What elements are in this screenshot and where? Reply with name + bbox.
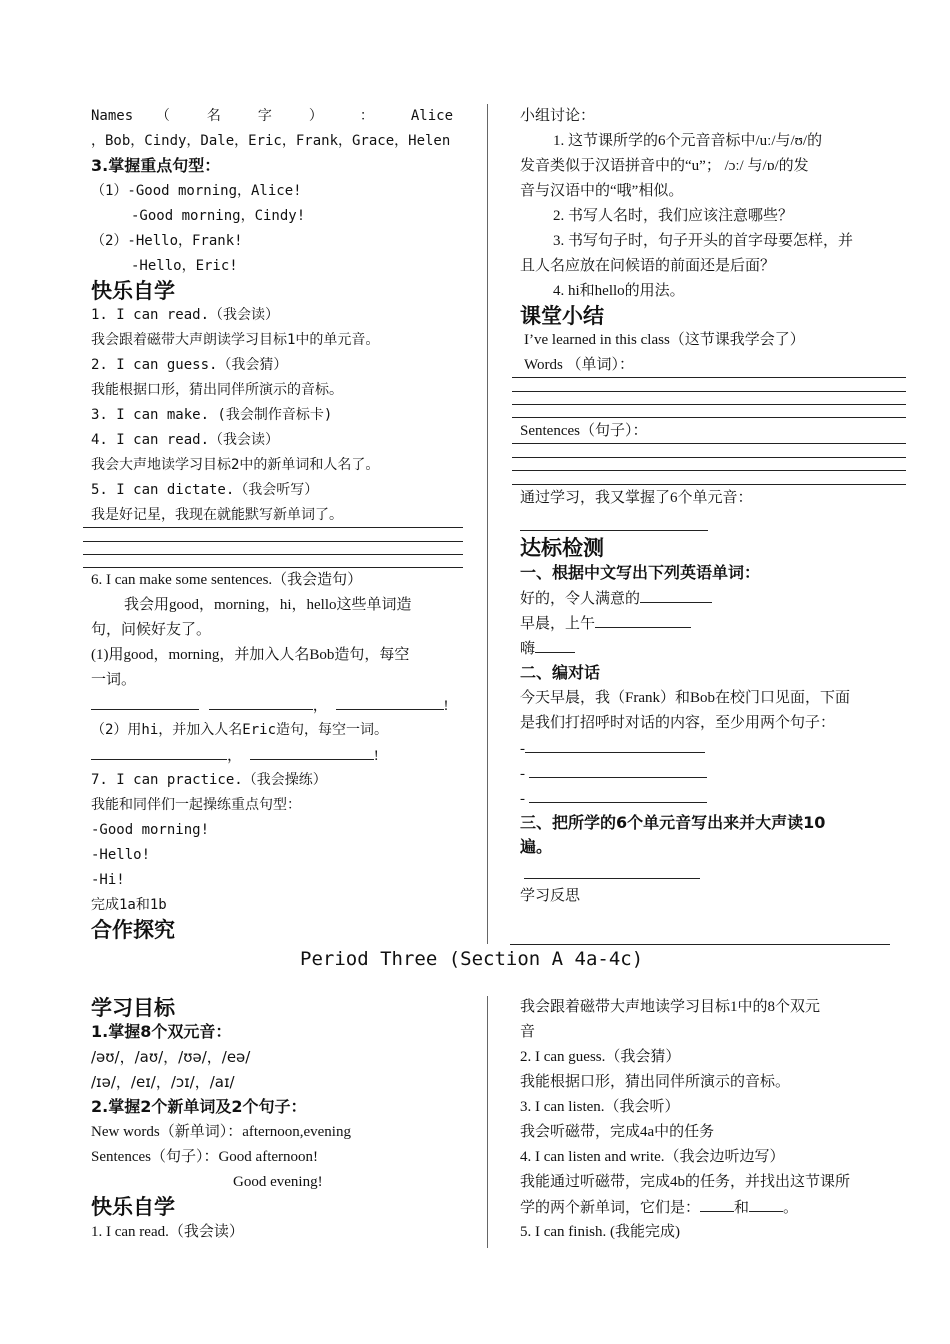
sentence-1b: -Good morning，Cindy! <box>131 208 306 224</box>
dialogue-line-2 <box>520 763 707 784</box>
item-3: 3. I can make. (我会制作音标卡) <box>91 407 333 423</box>
word-prompt-text: 嗨 <box>520 641 536 657</box>
blank-field[interactable] <box>91 695 199 710</box>
task-1-heading: 一、根据中文写出下列英语单词： <box>520 563 761 582</box>
words-label: Words （单词）： <box>524 357 635 373</box>
answer-line[interactable] <box>510 944 890 945</box>
item-2-guess-desc: 我能根据口形，猜出同伴所演示的音标。 <box>520 1074 791 1090</box>
answer-line[interactable] <box>83 567 463 568</box>
section-heading-happy-selfstudy: 快乐自学 <box>91 279 175 303</box>
item-1: 1. I can read.（我会读） <box>91 307 280 323</box>
dash: - <box>520 791 525 807</box>
diphthongs-row-1: /əʊ/，/aʊ/，/ʊə/，/eə/ <box>91 1048 251 1066</box>
section-heading-summary: 课堂小结 <box>520 304 604 328</box>
question-4: 4. hi和hello的用法。 <box>553 283 685 299</box>
item-4-desc-text: 学的两个新单词，它们是： <box>520 1200 701 1216</box>
names-line-2: ，Bob，Cindy，Dale，Eric，Frank，Grace，Helen <box>91 133 451 149</box>
section-heading-cooperative: 合作探究 <box>91 918 175 942</box>
blank-field[interactable] <box>529 763 707 778</box>
question-3b: 且人名应放在问候语的前面还是后面？ <box>520 258 776 274</box>
names-line-1: Names （ 名 字 ） ： Alice <box>91 108 453 124</box>
task-3-heading-cont: 遍。 <box>520 837 553 856</box>
practice-2: -Hello! <box>91 847 151 863</box>
exclamation-mark: ! <box>373 748 379 764</box>
dash: - <box>520 741 525 757</box>
question-2: 2. 书写人名时，我们应该注意哪些？ <box>553 208 794 224</box>
diphthongs-row-2: /ɪə/，/eɪ/，/ɔɪ/，/aɪ/ <box>91 1073 235 1091</box>
new-words-line: New words（新单词）：afternoon,evening <box>91 1124 351 1140</box>
column-divider <box>487 104 488 944</box>
item-4: 4. I can read.（我会读） <box>91 432 280 448</box>
item-6-task-1-cont: 一词。 <box>91 672 137 688</box>
answer-line[interactable] <box>512 484 906 485</box>
goal-3-heading: 3.掌握重点句型： <box>91 156 221 175</box>
sentences-line-2: Good evening! <box>233 1174 323 1190</box>
and-text: 和 <box>734 1200 750 1216</box>
blank-field[interactable] <box>336 695 444 710</box>
item-6: 6. I can make some sentences.（我会造句） <box>91 572 363 588</box>
item-5-desc: 我是好记星，我现在就能默写新单词了。 <box>91 507 343 523</box>
task-3-heading: 三、把所学的6个单元音写出来并大声读10 <box>520 813 826 832</box>
item-4-desc-2 <box>520 1197 798 1218</box>
answer-line[interactable] <box>512 470 906 471</box>
item-3-listen-desc: 我会听磁带，完成4a中的任务 <box>520 1124 715 1140</box>
read-desc-1: 我会跟着磁带大声地读学习目标1中的8个双元 <box>520 999 821 1015</box>
item-6-desc-1: 我会用good，morning，hi，hello这些单词造 <box>124 597 412 613</box>
item-1-desc: 我会跟着磁带大声朗读学习目标1中的单元音。 <box>91 332 380 348</box>
item-5-finish: 5. I can finish. (我能完成) <box>520 1224 680 1240</box>
answer-line[interactable] <box>512 457 906 458</box>
dash: - <box>520 766 525 782</box>
dialogue-line-3 <box>520 788 707 809</box>
item-6-task-2: （2）用hi，并加入人名Eric造句，每空一词。 <box>91 722 388 738</box>
blank-field[interactable] <box>529 788 707 803</box>
section-heading-goals: 学习目标 <box>91 996 175 1020</box>
blank-field[interactable] <box>250 745 374 760</box>
item-6-desc-2: 句，问候好友了。 <box>91 622 212 638</box>
word-prompt-text: 好的，令人满意的 <box>520 591 641 607</box>
blank-field[interactable] <box>209 695 313 710</box>
item-2: 2. I can guess.（我会猜） <box>91 357 288 373</box>
item-6-task-1: (1)用good，morning，并加入人名Bob造句，每空 <box>91 647 410 663</box>
exclamation-mark: ! <box>443 698 449 714</box>
question-1a: 1. 这节课所学的6个元音音标中/uː/与/ʊ/的 <box>553 133 823 149</box>
fill-in-sentence-1 <box>91 695 449 716</box>
sentence-2a: （2）-Hello，Frank! <box>91 233 243 249</box>
item-5: 5. I can dictate.（我会听写） <box>91 482 319 498</box>
learned-line: I’ve learned in this class（这节课我学会了） <box>524 332 805 348</box>
group-discussion-label: 小组讨论： <box>520 108 596 124</box>
period-mark: 。 <box>783 1200 799 1216</box>
dialogue-line-1 <box>520 738 705 759</box>
answer-line[interactable] <box>512 417 906 418</box>
sentences-label: Sentences（句子）： <box>520 423 648 439</box>
item-4-desc: 我会大声地读学习目标2中的新单词和人名了。 <box>91 457 380 473</box>
blank-field[interactable] <box>749 1197 783 1212</box>
period-title: Period Three (Section A 4a-4c) <box>300 948 644 970</box>
section-heading-test: 达标检测 <box>520 536 604 560</box>
item-7: 7. I can practice.（我会操练） <box>91 772 327 788</box>
goal-1-heading: 1.掌握8个双元音： <box>91 1022 232 1041</box>
question-3a: 3. 书写句子时，句子开头的首字母要怎样，并 <box>553 233 854 249</box>
item-1-read: 1. I can read.（我会读） <box>91 1224 244 1240</box>
goal-2-heading: 2.掌握2个新单词及2个句子： <box>91 1097 307 1116</box>
comma-mark: ， <box>227 748 243 764</box>
word-prompt-3 <box>520 638 575 659</box>
item-3-listen: 3. I can listen.（我会听） <box>520 1099 680 1115</box>
dialogue-instruction-2: 是我们打招呼时对话的内容，至少用两个句子： <box>520 715 836 731</box>
task-2-heading: 二、编对话 <box>520 663 601 682</box>
answer-line[interactable] <box>83 554 463 555</box>
answer-line[interactable] <box>512 404 906 405</box>
word-prompt-text: 早晨，上午 <box>520 616 596 632</box>
blank-field[interactable] <box>91 745 227 760</box>
blank-field[interactable] <box>535 638 575 653</box>
section-heading-happy-selfstudy-2: 快乐自学 <box>91 1195 175 1219</box>
blank-field[interactable] <box>640 588 712 603</box>
item-4-desc-1: 我能通过听磁带，完成4b的任务，并找出这节课所 <box>520 1174 851 1190</box>
answer-line[interactable] <box>83 541 463 542</box>
item-2-desc: 我能根据口形，猜出同伴所演示的音标。 <box>91 382 343 398</box>
answer-line[interactable] <box>512 443 906 444</box>
sentence-2b: -Hello，Eric! <box>131 258 238 274</box>
sentence-1a: （1）-Good morning，Alice! <box>91 183 302 199</box>
item-4-listen-write: 4. I can listen and write.（我会边听边写） <box>520 1149 785 1165</box>
comma-mark: ， <box>312 698 328 714</box>
read-desc-2: 音 <box>520 1024 536 1040</box>
blank-field[interactable] <box>595 613 691 628</box>
sentences-line: Sentences（句子）：Good afternoon! <box>91 1149 319 1165</box>
vowels-mastered-line: 通过学习，我又掌握了6个单元音： <box>520 490 753 506</box>
answer-line[interactable] <box>83 527 463 528</box>
column-divider <box>487 996 488 1248</box>
reflection-label: 学习反思 <box>520 888 581 904</box>
question-1c: 音与汉语中的“哦”相似。 <box>520 183 684 199</box>
answer-line[interactable] <box>512 391 906 392</box>
word-prompt-1 <box>520 588 712 609</box>
word-prompt-2 <box>520 613 691 634</box>
answer-line[interactable] <box>520 530 708 531</box>
blank-field[interactable] <box>700 1197 734 1212</box>
answer-line[interactable] <box>512 377 906 378</box>
fill-in-sentence-2 <box>91 745 379 766</box>
complete-note: 完成1a和1b <box>91 897 167 913</box>
practice-1: -Good morning! <box>91 822 210 838</box>
blank-field[interactable] <box>525 738 705 753</box>
question-1b: 发音类似于汉语拼音中的“u”； /ɔː/ 与/ɒ/的发 <box>520 158 809 174</box>
practice-3: -Hi! <box>91 872 125 888</box>
item-2-guess: 2. I can guess.（我会猜） <box>520 1049 681 1065</box>
dialogue-instruction-1: 今天早晨，我（Frank）和Bob在校门口见面，下面 <box>520 690 851 706</box>
answer-line[interactable] <box>524 878 700 879</box>
item-7-desc: 我能和同伴们一起操练重点句型： <box>91 797 301 813</box>
